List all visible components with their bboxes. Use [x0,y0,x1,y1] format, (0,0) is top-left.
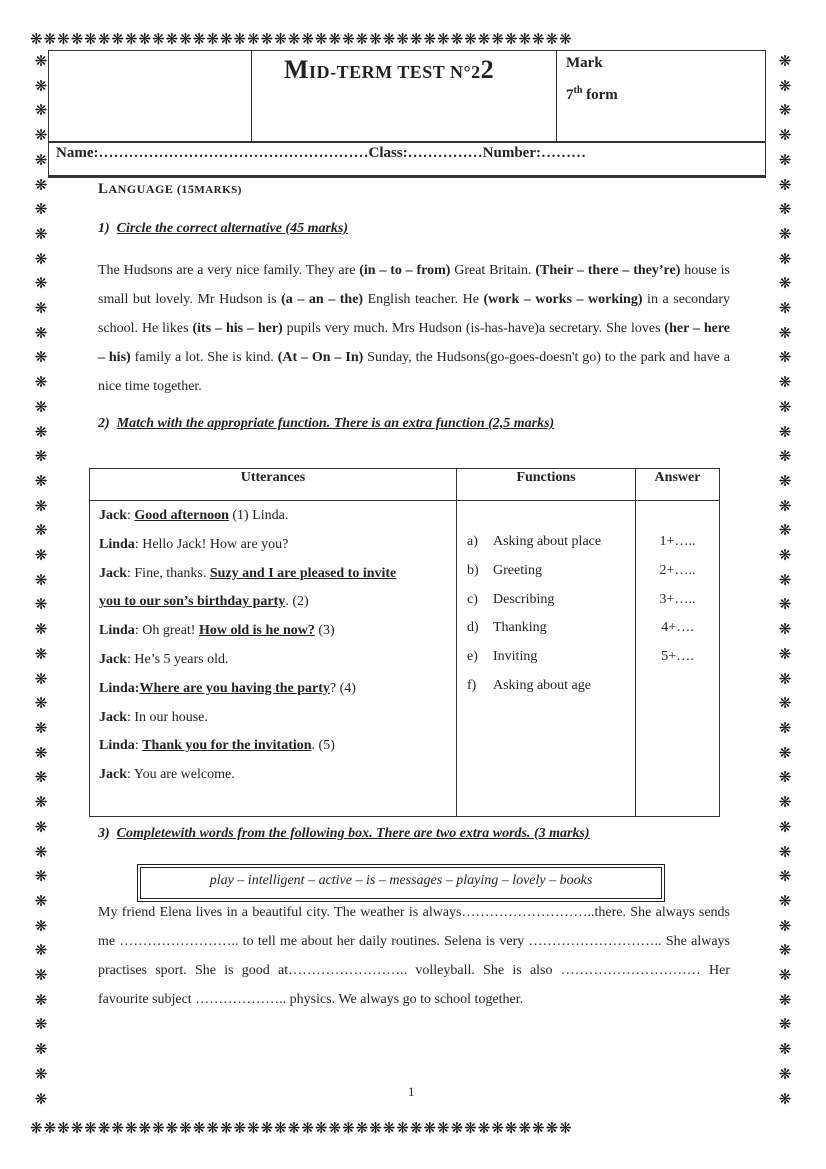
right-border: ❋ ❋ ❋ ❋ ❋ ❋ ❋ ❋ ❋ ❋ ❋ ❋ ❋ ❋ ❋ ❋ ❋ ❋ ❋ ❋ ❋ ❋ ❋ ❋ ❋ ❋ ❋ ❋ ❋ ❋ ❋ ❋ ❋ ❋ ❋ ❋ ❋ ❋ ❋ ❋ ❋ ❋ ❋ [778,54,792,1108]
dialogue-text: : Fine, thanks. [127,565,210,581]
dialogue-line [99,675,447,704]
function-item [458,528,634,557]
function-letter: e) [467,649,478,665]
alternative-options[interactable]: (her – here – his) [98,321,730,365]
dialogue-emphasis: Linda [99,623,135,639]
dialogue-list [91,502,455,790]
answers-list [637,502,718,672]
dialogue-line [99,560,447,589]
function-text: Asking about place [493,534,602,549]
dialogue-text: (3) [314,623,335,639]
header-divider-1 [251,50,252,141]
answer-blank[interactable]: 4+…. [661,620,694,636]
function-letter: b) [467,562,479,578]
dialogue-text: . (2) [285,594,309,610]
question-3-heading: 3) Completewith words from the following box. There are two extra words. (3 marks) [98,826,590,841]
dialogue-line [99,531,447,560]
paragraph-text: house is small but lovely. Mr Hudson is [98,263,730,307]
dialogue-text: ? (4) [329,680,356,696]
page-title: MID-TERM TEST N°22 [284,55,495,84]
alternative-options[interactable]: (a – an – the) [281,292,364,307]
section-title: LANGUAGE (15MARKS) [98,181,242,197]
dialogue-text: . (5) [311,738,335,754]
answer-blank[interactable]: 3+….. [659,591,696,607]
dialogue-emphasis: How old is he now? [198,623,315,639]
dialogue-emphasis: Suzy and I are pleased to invite [209,565,397,581]
function-item [458,643,634,672]
dialogue-emphasis: Linda [99,536,135,552]
function-text: Asking about age [493,677,591,693]
answer-blank[interactable]: 5+…. [661,649,694,665]
dialogue-text: : You are welcome. [127,767,235,783]
function-text: Thanking [493,620,547,636]
dialogue-line [99,617,447,646]
dialogue-emphasis: Jack [99,651,127,667]
function-item [458,614,634,643]
dialogue-emphasis: Thank you for the invitation [142,738,312,754]
alternative-options[interactable]: (work – works – working) [483,292,643,307]
paragraph-text: in a secondary school. He likes [98,292,731,336]
paragraph-text: family a lot. She is kind. [130,350,278,365]
word-box [137,864,665,902]
function-letter: d) [467,620,479,636]
answer-header: Answer [636,469,720,501]
question-3-paragraph: My friend Elena lives in a beautiful city. The weather is always………………………..there. She always sends me …………………….. to tell me about her daily routines. Selena is very ……………………….. She always practises sport. She is good at…………………….. volleyball. She is also ………………………… Her favourite subject ……………….. physics. We always go to school together. [98,905,730,1007]
dialogue-emphasis: Linda: [99,680,140,696]
dialogue-line [99,761,447,790]
dialogue-emphasis: Jack [99,709,127,725]
dialogue-text: : [134,738,143,754]
question-1-paragraph [98,256,730,401]
form-label: 7th form [566,85,618,103]
alternative-options[interactable]: (in – to – from) [359,263,451,278]
dialogue-emphasis: Jack [99,565,127,581]
dialogue-text: (1) Linda. [228,508,289,523]
paragraph-text: Great Britain. [450,263,536,278]
answer-blank[interactable]: 1+….. [659,534,696,549]
alternative-options[interactable]: (Their – there – they’re) [535,263,681,278]
dialogue-text: : [127,508,135,523]
dialogue-line [99,732,447,761]
word-box-text: play – intelligent – active – is – messages – playing – lovely – books [209,873,593,888]
dialogue-text: : In our house. [127,709,208,725]
functions-header: Functions [457,469,636,501]
question-1-heading: 1) Circle the correct alternative (45 marks) [98,221,349,236]
dialogue-emphasis: Linda [99,738,135,754]
dialogue-line [99,588,447,617]
answer-blank[interactable]: 2+….. [659,562,696,578]
match-table [89,468,720,817]
dialogue-text: : He’s 5 years old. [127,651,229,667]
function-text: Greeting [493,562,542,578]
paragraph-text: pupils very much. Mrs Hudson (is-has-have)a secretary. She loves [282,321,665,336]
function-letter: a) [467,534,478,549]
paragraph-text: Sunday, the Hudsons(go-goes-doesn't go) to the park and have a nice time together. [98,350,731,394]
function-item [458,586,634,615]
paragraph-text: English teacher. He [363,292,484,307]
function-item [458,672,634,701]
function-text: Inviting [493,649,538,665]
dialogue-text: : Oh great! [134,623,199,639]
top-border: ❋❋❋❋❋❋❋❋❋❋❋❋❋❋❋❋❋❋❋❋❋❋❋❋❋❋❋❋❋❋❋❋❋❋❋❋❋❋❋❋ [30,32,573,48]
utterances-header: Utterances [90,469,457,501]
question-2-heading: 2) Match with the appropriate function. There is an extra function (2,5 marks) [98,416,555,431]
dialogue-line [99,502,447,531]
dialogue-emphasis: Jack [99,508,127,523]
alternative-options[interactable]: (its – his – her) [192,321,283,336]
dialogue-emphasis: Jack [99,767,127,783]
function-item [458,557,634,586]
functions-list [458,502,634,701]
function-letter: c) [467,591,478,607]
dialogue-emphasis: you to our son’s birthday party [99,594,286,610]
function-text: Describing [493,591,555,607]
name-class-number-line: Name:………………………………………………Class:……………Number:……… [56,145,586,161]
dialogue-line [99,704,447,733]
mark-label: Mark [566,55,603,71]
dialogue-emphasis: Where are you having the party [139,680,330,696]
dialogue-emphasis: Good afternoon [134,508,229,523]
page-number: 1 [408,1084,415,1099]
paragraph-text: The Hudsons are a very nice family. They are [98,263,360,278]
left-border: ❋ ❋ ❋ ❋ ❋ ❋ ❋ ❋ ❋ ❋ ❋ ❋ ❋ ❋ ❋ ❋ ❋ ❋ ❋ ❋ ❋ ❋ ❋ ❋ ❋ ❋ ❋ ❋ ❋ ❋ ❋ ❋ ❋ ❋ ❋ ❋ ❋ ❋ ❋ ❋ ❋ ❋ ❋ [34,54,48,1108]
dialogue-text: : Hello Jack! How are you? [134,536,289,552]
header-divider-2 [556,50,557,141]
bottom-border: ❋❋❋❋❋❋❋❋❋❋❋❋❋❋❋❋❋❋❋❋❋❋❋❋❋❋❋❋❋❋❋❋❋❋❋❋❋❋❋❋ [30,1121,573,1137]
dialogue-line [99,646,447,675]
alternative-options[interactable]: (At – On – In) [277,350,364,365]
function-letter: f) [467,677,477,693]
